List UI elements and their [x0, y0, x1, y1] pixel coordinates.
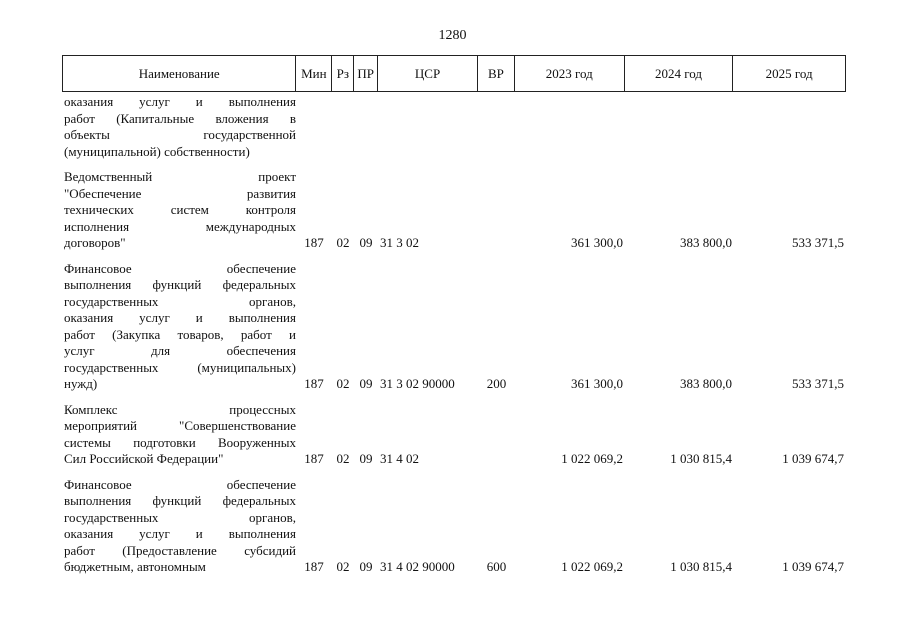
row-name-line: работ (Предоставление субсидий [64, 542, 296, 558]
header-2023: 2023 год [515, 56, 625, 91]
row-name-line: технических систем контроля [64, 202, 296, 217]
cell-rz: 02 [336, 451, 350, 466]
row-name-line: объекты государственной [64, 127, 296, 142]
row-name [62, 261, 296, 393]
row-name [62, 477, 296, 576]
cell-y2025: 1 039 674,7 [782, 559, 844, 574]
cell-min: 187 [304, 235, 324, 250]
cell-y2025: 533 371,5 [792, 235, 844, 250]
cell-y2024: 1 030 815,4 [670, 451, 732, 466]
row-name-line: работ (Закупка товаров, работ и [64, 326, 296, 342]
cell-y2023: 361 300,0 [571, 376, 623, 391]
row-name-line: оказания услуг и выполнения [64, 526, 296, 541]
row-name-line: договоров" [64, 235, 126, 250]
header-vr: ВР [478, 56, 515, 91]
row-name [62, 402, 296, 468]
cell-y2023: 1 022 069,2 [561, 559, 623, 574]
row-name [62, 169, 296, 252]
cell-min: 187 [304, 451, 324, 466]
row-name-line: государственных (муниципальных) [64, 359, 296, 375]
row-name-line: мероприятий "Совершенствование [64, 418, 296, 433]
row-name-line: нужд) [64, 376, 98, 391]
table-row [62, 94, 846, 160]
row-name-line: Сил Российской Федерации" [64, 451, 224, 466]
row-name-line: выполнения функций федеральных [64, 493, 296, 508]
table-row [62, 169, 846, 252]
cell-min: 187 [304, 376, 324, 391]
row-name [62, 94, 296, 160]
row-name-line: государственных органов, [64, 509, 296, 525]
table-row [62, 402, 846, 468]
row-name-line: бюджетным, автономным [64, 559, 206, 574]
cell-pr: 09 [359, 559, 373, 574]
cell-y2023: 1 022 069,2 [561, 451, 623, 466]
cell-csr: 31 3 02 90000 [380, 376, 455, 391]
header-rz: Рз [332, 56, 354, 91]
row-name-line: оказания услуг и выполнения [64, 310, 296, 325]
row-name-line: Ведомственный проект [64, 169, 296, 184]
row-name-line: системы подготовки Вооруженных [64, 434, 296, 450]
row-name-line: оказания услуг и выполнения [64, 94, 296, 109]
row-name-line: (муниципальной) собственности) [64, 143, 250, 159]
table-header [62, 55, 846, 92]
cell-rz: 02 [336, 376, 350, 391]
cell-y2024: 383 800,0 [680, 376, 732, 391]
cell-rz: 02 [336, 559, 350, 574]
row-name-line: услуг для обеспечения [64, 343, 296, 358]
header-min: Мин [296, 56, 332, 91]
header-csr: ЦСР [378, 56, 478, 91]
cell-vr: 600 [486, 559, 507, 574]
cell-y2024: 1 030 815,4 [670, 559, 732, 574]
cell-pr: 09 [359, 451, 373, 466]
cell-csr: 31 4 02 [380, 451, 419, 466]
cell-vr: 200 [486, 376, 507, 391]
header-2025: 2025 год [765, 65, 813, 81]
row-name-line: Финансовое обеспечение [64, 260, 296, 276]
cell-y2025: 533 371,5 [792, 376, 844, 391]
cell-y2024: 383 800,0 [680, 235, 732, 250]
table-row [62, 477, 846, 576]
table-body [62, 94, 846, 585]
cell-y2023: 361 300,0 [571, 235, 623, 250]
cell-min: 187 [304, 559, 324, 574]
row-name-line: "Обеспечение развития [64, 185, 296, 201]
row-name-line: государственных органов, [64, 293, 296, 309]
header-2024: 2024 год [625, 56, 734, 91]
cell-csr: 31 3 02 [380, 235, 419, 250]
row-name-line: выполнения функций федеральных [64, 277, 296, 292]
row-name-line: Финансовое обеспечение [64, 476, 296, 492]
table-row [62, 261, 846, 393]
cell-y2025: 1 039 674,7 [782, 451, 844, 466]
header-name: Наименование [63, 56, 296, 91]
page-number: 1280 [438, 28, 467, 43]
cell-csr: 31 4 02 90000 [380, 559, 455, 574]
header-pr: ПР [354, 56, 378, 91]
cell-pr: 09 [359, 235, 373, 250]
row-name-line: Комплекс процессных [64, 401, 296, 417]
row-name-line: исполнения международных [64, 218, 296, 234]
cell-pr: 09 [359, 376, 373, 391]
cell-rz: 02 [336, 235, 350, 250]
row-name-line: работ (Капитальные вложения в [64, 110, 296, 126]
